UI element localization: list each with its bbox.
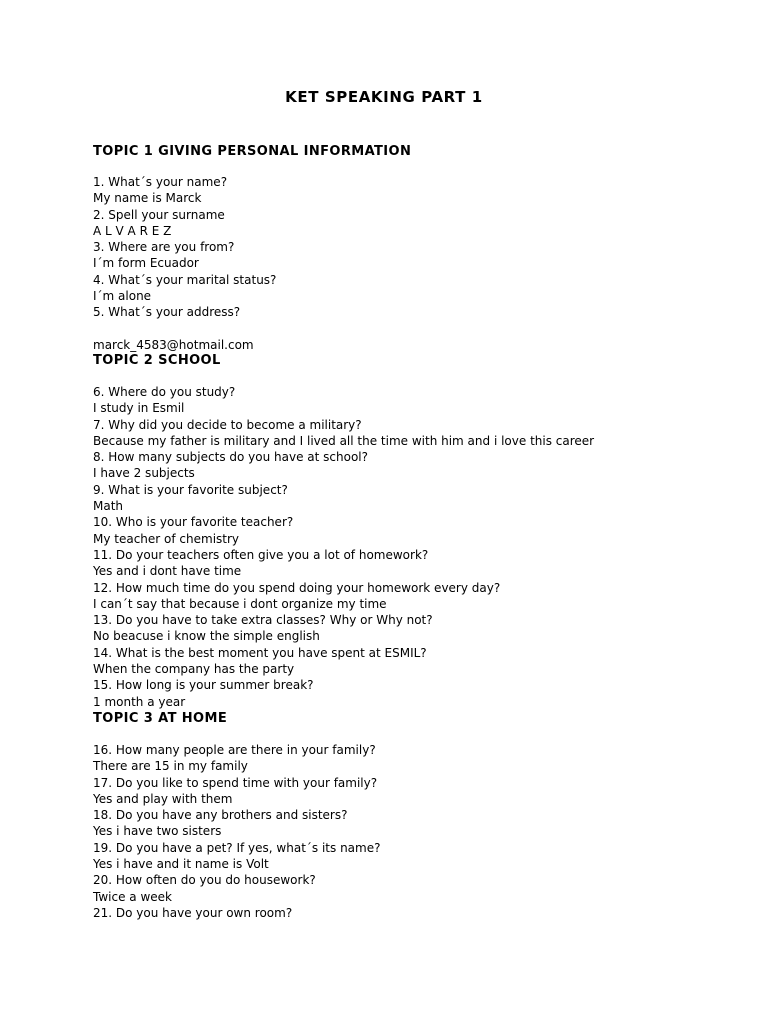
text-line: 6. Where do you study? <box>93 385 236 399</box>
text-line: 2. Spell your surname <box>93 207 225 222</box>
topic-3-content <box>93 742 380 921</box>
text-line: 13. Do you have to take extra classes? Why or Why not? <box>93 613 433 628</box>
text-line: 20. How often do you do housework? <box>93 873 316 888</box>
text-line: 19. Do you have a pet? If yes, what´s its name? <box>93 840 381 855</box>
text-line: I can´t say that because i dont organize my time <box>93 596 387 611</box>
text-line: 8. How many subjects do you have at school? <box>93 450 368 465</box>
text-line: I´m alone <box>93 289 152 304</box>
text-line: When the company has the party <box>93 662 295 677</box>
text-line: 10. Who is your favorite teacher? <box>93 515 294 530</box>
text-line: Math <box>93 499 124 514</box>
document-title: KET SPEAKING PART 1 <box>285 88 483 106</box>
text-line: I study in Esmil <box>93 401 185 416</box>
text-line: I have 2 subjects <box>93 466 195 481</box>
text-line: My name is Marck <box>93 191 202 206</box>
text-line: Yes i have two sisters <box>93 824 222 839</box>
text-line: 1. What´s your name? <box>93 175 228 189</box>
text-line: 15. How long is your summer break? <box>93 678 314 693</box>
text-line: marck_4583@hotmail.com <box>93 337 254 352</box>
text-line: No beacuse i know the simple english <box>93 629 320 644</box>
text-line: 21. Do you have your own room? <box>93 905 293 920</box>
topic-2-heading: TOPIC 2 SCHOOL <box>93 353 221 368</box>
text-line: 12. How much time do you spend doing your homework every day? <box>93 580 501 595</box>
text-line: Because my father is military and I lived all the time with him and i love this career <box>93 433 595 448</box>
text-line: 3. Where are you from? <box>93 240 235 255</box>
text-line: 18. Do you have any brothers and sisters? <box>93 808 348 823</box>
text-line: 17. Do you like to spend time with your family? <box>93 775 378 790</box>
text-line: Yes and i dont have time <box>93 564 242 579</box>
text-line: 11. Do your teachers often give you a lot of homework? <box>93 547 429 562</box>
topic-2-content <box>93 384 594 710</box>
text-line: There are 15 in my family <box>93 759 248 774</box>
text-line: Yes and play with them <box>93 791 233 806</box>
topic-1-heading: TOPIC 1 GIVING PERSONAL INFORMATION <box>93 144 412 159</box>
text-line: Twice a week <box>93 889 172 904</box>
text-line: 5. What´s your address? <box>93 305 241 320</box>
text-line: My teacher of chemistry <box>93 531 240 546</box>
text-line: 16. How many people are there in your family? <box>93 743 376 757</box>
text-line: Yes i have and it name is Volt <box>93 857 269 872</box>
text-line: 1 month a year <box>93 694 186 709</box>
text-line <box>93 321 276 337</box>
topic-3-heading: TOPIC 3 AT HOME <box>93 711 228 726</box>
text-line: 14. What is the best moment you have spent at ESMIL? <box>93 645 427 660</box>
text-line: I´m form Ecuador <box>93 256 199 271</box>
topic-1-content <box>93 174 276 353</box>
text-line: 7. Why did you decide to become a military? <box>93 417 362 432</box>
text-line: 9. What is your favorite subject? <box>93 482 288 497</box>
text-line: A L V A R E Z <box>93 223 172 238</box>
text-line: 4. What´s your marital status? <box>93 272 277 287</box>
